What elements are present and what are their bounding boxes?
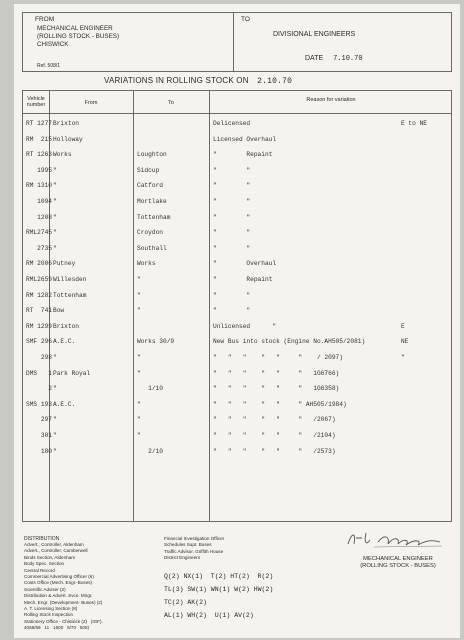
reason-cell: " " <box>213 182 251 190</box>
variations-table <box>22 90 452 522</box>
vehicle-cell: RM 215 <box>26 135 52 143</box>
table-row <box>23 445 453 459</box>
to-cell: Loughton <box>137 151 167 159</box>
date-value: 7.10.70 <box>333 55 363 63</box>
from-cell: Brixton <box>53 322 79 330</box>
vehicle-cell: 180 <box>26 447 52 455</box>
distribution-code-line: TC(2) AK(2) <box>164 599 207 606</box>
to-cell: " <box>137 291 141 299</box>
distribution-item: Distribution & Advert. Svce. Mngr. <box>24 593 93 599</box>
from-cell: Bow <box>53 307 65 315</box>
header-box <box>22 12 452 72</box>
vehicle-cell: RT 1277 <box>26 120 52 127</box>
from-line: MECHANICAL ENGINEER <box>37 25 113 32</box>
reason-cell: " Overhaul <box>213 260 277 268</box>
from-cell: " <box>53 244 57 252</box>
signatory-line: (ROLLING STOCK - BUSES) <box>360 563 436 569</box>
distribution-item: Scientific Adviser (2) <box>24 586 66 592</box>
from-cell: Works <box>53 151 72 159</box>
punch-hole <box>4 470 12 478</box>
vehicle-cell: 1094 <box>26 198 52 205</box>
column-header-vehicle <box>23 96 49 108</box>
to-cell: Southall <box>137 244 167 252</box>
from-cell: Brixton <box>53 120 79 127</box>
extra-cell: E to NE <box>401 120 427 127</box>
vehicle-cell: RML2659 <box>26 276 52 283</box>
to-cell: Works 30/9 <box>137 338 175 346</box>
to-cell: Sidcup <box>137 166 160 174</box>
distribution-item: District Engineers <box>164 555 200 561</box>
to-cell: " <box>137 307 141 315</box>
column-header-from: From <box>84 100 98 106</box>
from-cell: " <box>53 213 57 221</box>
table-row <box>23 382 453 396</box>
distribution-item: Costs Office (Mech. Engr.-Buses) <box>24 580 93 586</box>
to-cell: " <box>137 276 141 283</box>
reason-cell: " " <box>213 166 251 174</box>
reason-cell: " " <box>213 244 251 252</box>
reason-cell: " " <box>213 198 251 205</box>
table-row <box>23 413 453 427</box>
distribution-item: Rolling Stock Inspection <box>24 612 74 618</box>
to-recipient: DIVISIONAL ENGINEERS <box>273 31 356 38</box>
to-cell: 1/10 <box>137 385 163 393</box>
vehicle-cell: 301 <box>26 432 52 439</box>
distribution-code-line: Q(2) NX(1) T(2) HT(2) R(2) <box>164 573 274 580</box>
distribution-item: Body Spec. Section <box>24 561 65 567</box>
vehicle-cell: 1208 <box>26 213 52 221</box>
reason-cell: Licensed Overhaul <box>213 135 277 143</box>
distribution-item: Financial Investigation Officer <box>164 536 225 541</box>
reason-cell: " " " " " " AH505/1984) <box>213 400 347 408</box>
distribution-item: Advert., Controller, Camberwell <box>24 548 88 554</box>
distribution-codes <box>164 570 273 622</box>
from-address <box>37 25 119 49</box>
to-cell: 2/10 <box>137 447 163 455</box>
distribution-item: Traffic Advisor, Griffith House <box>164 548 224 554</box>
vehicle-cell: DMS 1 <box>26 369 52 377</box>
vehicle-cell: RM 1282 <box>26 291 52 299</box>
distribution-item: 4068/69 11 1500 5/70 508) <box>24 625 90 631</box>
distribution-item: Advert., Controller, Aldenham <box>24 542 84 547</box>
from-cell: Tottenham <box>53 291 87 299</box>
vehicle-cell: 1995 <box>26 166 52 174</box>
from-line: CHISWICK <box>37 41 69 48</box>
signatory-line: MECHANICAL ENGINEER <box>363 556 433 562</box>
distribution-code-line: TL(3) SW(1) WN(1) W(2) HW(2) <box>164 586 274 593</box>
distribution-title: DISTRIBUTION <box>24 536 60 542</box>
reason-cell: Delicensed <box>213 120 251 127</box>
from-cell: Holloway <box>53 135 83 143</box>
vehicle-cell: 298 <box>26 354 52 361</box>
reason-cell: Unlicensed " <box>213 322 277 330</box>
vehicle-cell: RML2745 <box>26 229 52 237</box>
from-cell: " <box>53 354 57 361</box>
from-cell: Putney <box>53 260 76 268</box>
reason-cell: " " " " " " 1G6766) <box>213 369 340 377</box>
date-field <box>305 55 363 63</box>
table-row <box>23 398 453 412</box>
reference-number: Ref. 508/1 <box>37 63 61 69</box>
header-rule <box>23 113 451 114</box>
table-row <box>23 367 453 381</box>
reason-cell: New Bus into stock (Engine No.AH505/2081) <box>213 338 366 346</box>
to-cell: Croydon <box>137 229 163 237</box>
reason-cell: " " <box>213 307 251 315</box>
column-header-line: Vehicle <box>27 96 45 102</box>
header-divider <box>233 13 234 71</box>
signatory-title <box>348 556 448 570</box>
to-cell: Works <box>137 260 156 268</box>
title-text: VARIATIONS IN ROLLING STOCK ON <box>104 76 249 85</box>
table-row <box>23 133 453 147</box>
reason-cell: " " " " " " 1G6358) <box>213 385 340 393</box>
reason-cell: " " <box>213 291 251 299</box>
distribution-item: Commercial Advertising Officer (6) <box>24 574 94 580</box>
extra-cell: " <box>401 354 405 361</box>
table-row <box>23 335 453 349</box>
distribution-item: Central Record <box>24 567 55 573</box>
distribution-item: Schedules Supt. Buses <box>164 542 212 548</box>
extra-cell: E <box>401 322 405 330</box>
reason-cell: " " " " " " /2067) <box>213 416 336 424</box>
from-cell: " <box>53 432 57 439</box>
from-cell: " <box>53 447 57 455</box>
reason-cell: " " <box>213 213 251 221</box>
table-row <box>23 289 453 303</box>
distribution-list <box>24 542 103 632</box>
from-cell: " <box>53 229 57 237</box>
date-label: DATE <box>305 55 324 62</box>
table-row <box>23 226 453 240</box>
table-row <box>23 273 453 287</box>
extra-cell: NE <box>401 338 409 346</box>
table-row <box>23 148 453 162</box>
table-row <box>23 304 453 318</box>
to-cell: Tottenham <box>137 213 171 221</box>
table-row <box>23 429 453 443</box>
vehicle-cell: 2735 <box>26 244 52 252</box>
vehicle-cell: RT 1263 <box>26 151 52 159</box>
from-cell: " <box>53 182 57 190</box>
to-cell: " <box>137 354 141 361</box>
reason-cell: " " " " " " /2573) <box>213 447 336 455</box>
vehicle-cell: RM 1299 <box>26 322 52 330</box>
table-row <box>23 320 453 334</box>
page-title <box>104 76 292 86</box>
vehicle-cell: RT 741 <box>26 307 52 315</box>
table-row <box>23 351 453 365</box>
to-label: TO <box>241 16 250 23</box>
distribution-code-line: AL(1) WH(2) U(1) AV(2) <box>164 612 254 619</box>
from-cell: " <box>53 198 57 205</box>
column-header-reason: Reason for variation <box>306 97 356 103</box>
table-row <box>23 242 453 256</box>
vehicle-cell: RM 2006 <box>26 260 52 268</box>
from-cell: " <box>53 416 57 424</box>
reason-cell: " " <box>213 229 251 237</box>
from-line: (ROLLING STOCK - BUSES) <box>37 33 120 40</box>
vehicle-cell: SMF 296 <box>26 338 52 346</box>
table-row <box>23 117 453 131</box>
reason-cell: " " " " " " /2104) <box>213 432 336 439</box>
from-cell: A.E.C. <box>53 338 76 346</box>
to-cell: " <box>137 369 141 377</box>
table-row <box>23 179 453 193</box>
to-cell: " <box>137 432 141 439</box>
from-cell: Willesden <box>53 276 87 283</box>
from-label: FROM <box>35 16 55 23</box>
distribution-item: Mech. Engr. (Development- Buses) (2) <box>24 599 103 605</box>
table-row <box>23 195 453 209</box>
vehicle-cell: 2 <box>26 385 52 393</box>
to-cell: Mortlake <box>137 198 167 205</box>
table-row <box>23 164 453 178</box>
column-header-line: number <box>26 102 46 108</box>
distribution-item: Binds Section, Aldenham <box>24 554 76 560</box>
table-row <box>23 257 453 271</box>
to-cell: " <box>137 400 141 408</box>
from-cell: " <box>53 166 57 174</box>
from-cell: " <box>53 385 57 393</box>
column-header-to: To <box>168 100 174 106</box>
punch-hole <box>4 150 12 158</box>
distribution-item: Stationery Office - Chiswick (2) (IGF). <box>24 618 103 624</box>
reason-cell: " " " " " " / 2097) <box>213 354 343 361</box>
vehicle-cell: 297 <box>26 416 52 424</box>
distribution-item: A. T. Licensing Section (8) <box>24 606 78 612</box>
reason-cell: " Repaint <box>213 276 273 283</box>
distribution-list-secondary <box>164 536 224 562</box>
vehicle-cell: RM 1310 <box>26 182 52 190</box>
to-cell: Catford <box>137 182 163 190</box>
handwritten-signature <box>344 528 444 550</box>
to-cell: " <box>137 416 141 424</box>
title-date: 2.10.70 <box>257 77 293 86</box>
document-sheet <box>14 4 460 638</box>
vehicle-cell: SMS 193 <box>26 400 52 408</box>
from-cell: Park Royal <box>53 369 91 377</box>
reason-cell: " Repaint <box>213 151 273 159</box>
table-row <box>23 211 453 225</box>
from-cell: A.E.C. <box>53 400 76 408</box>
